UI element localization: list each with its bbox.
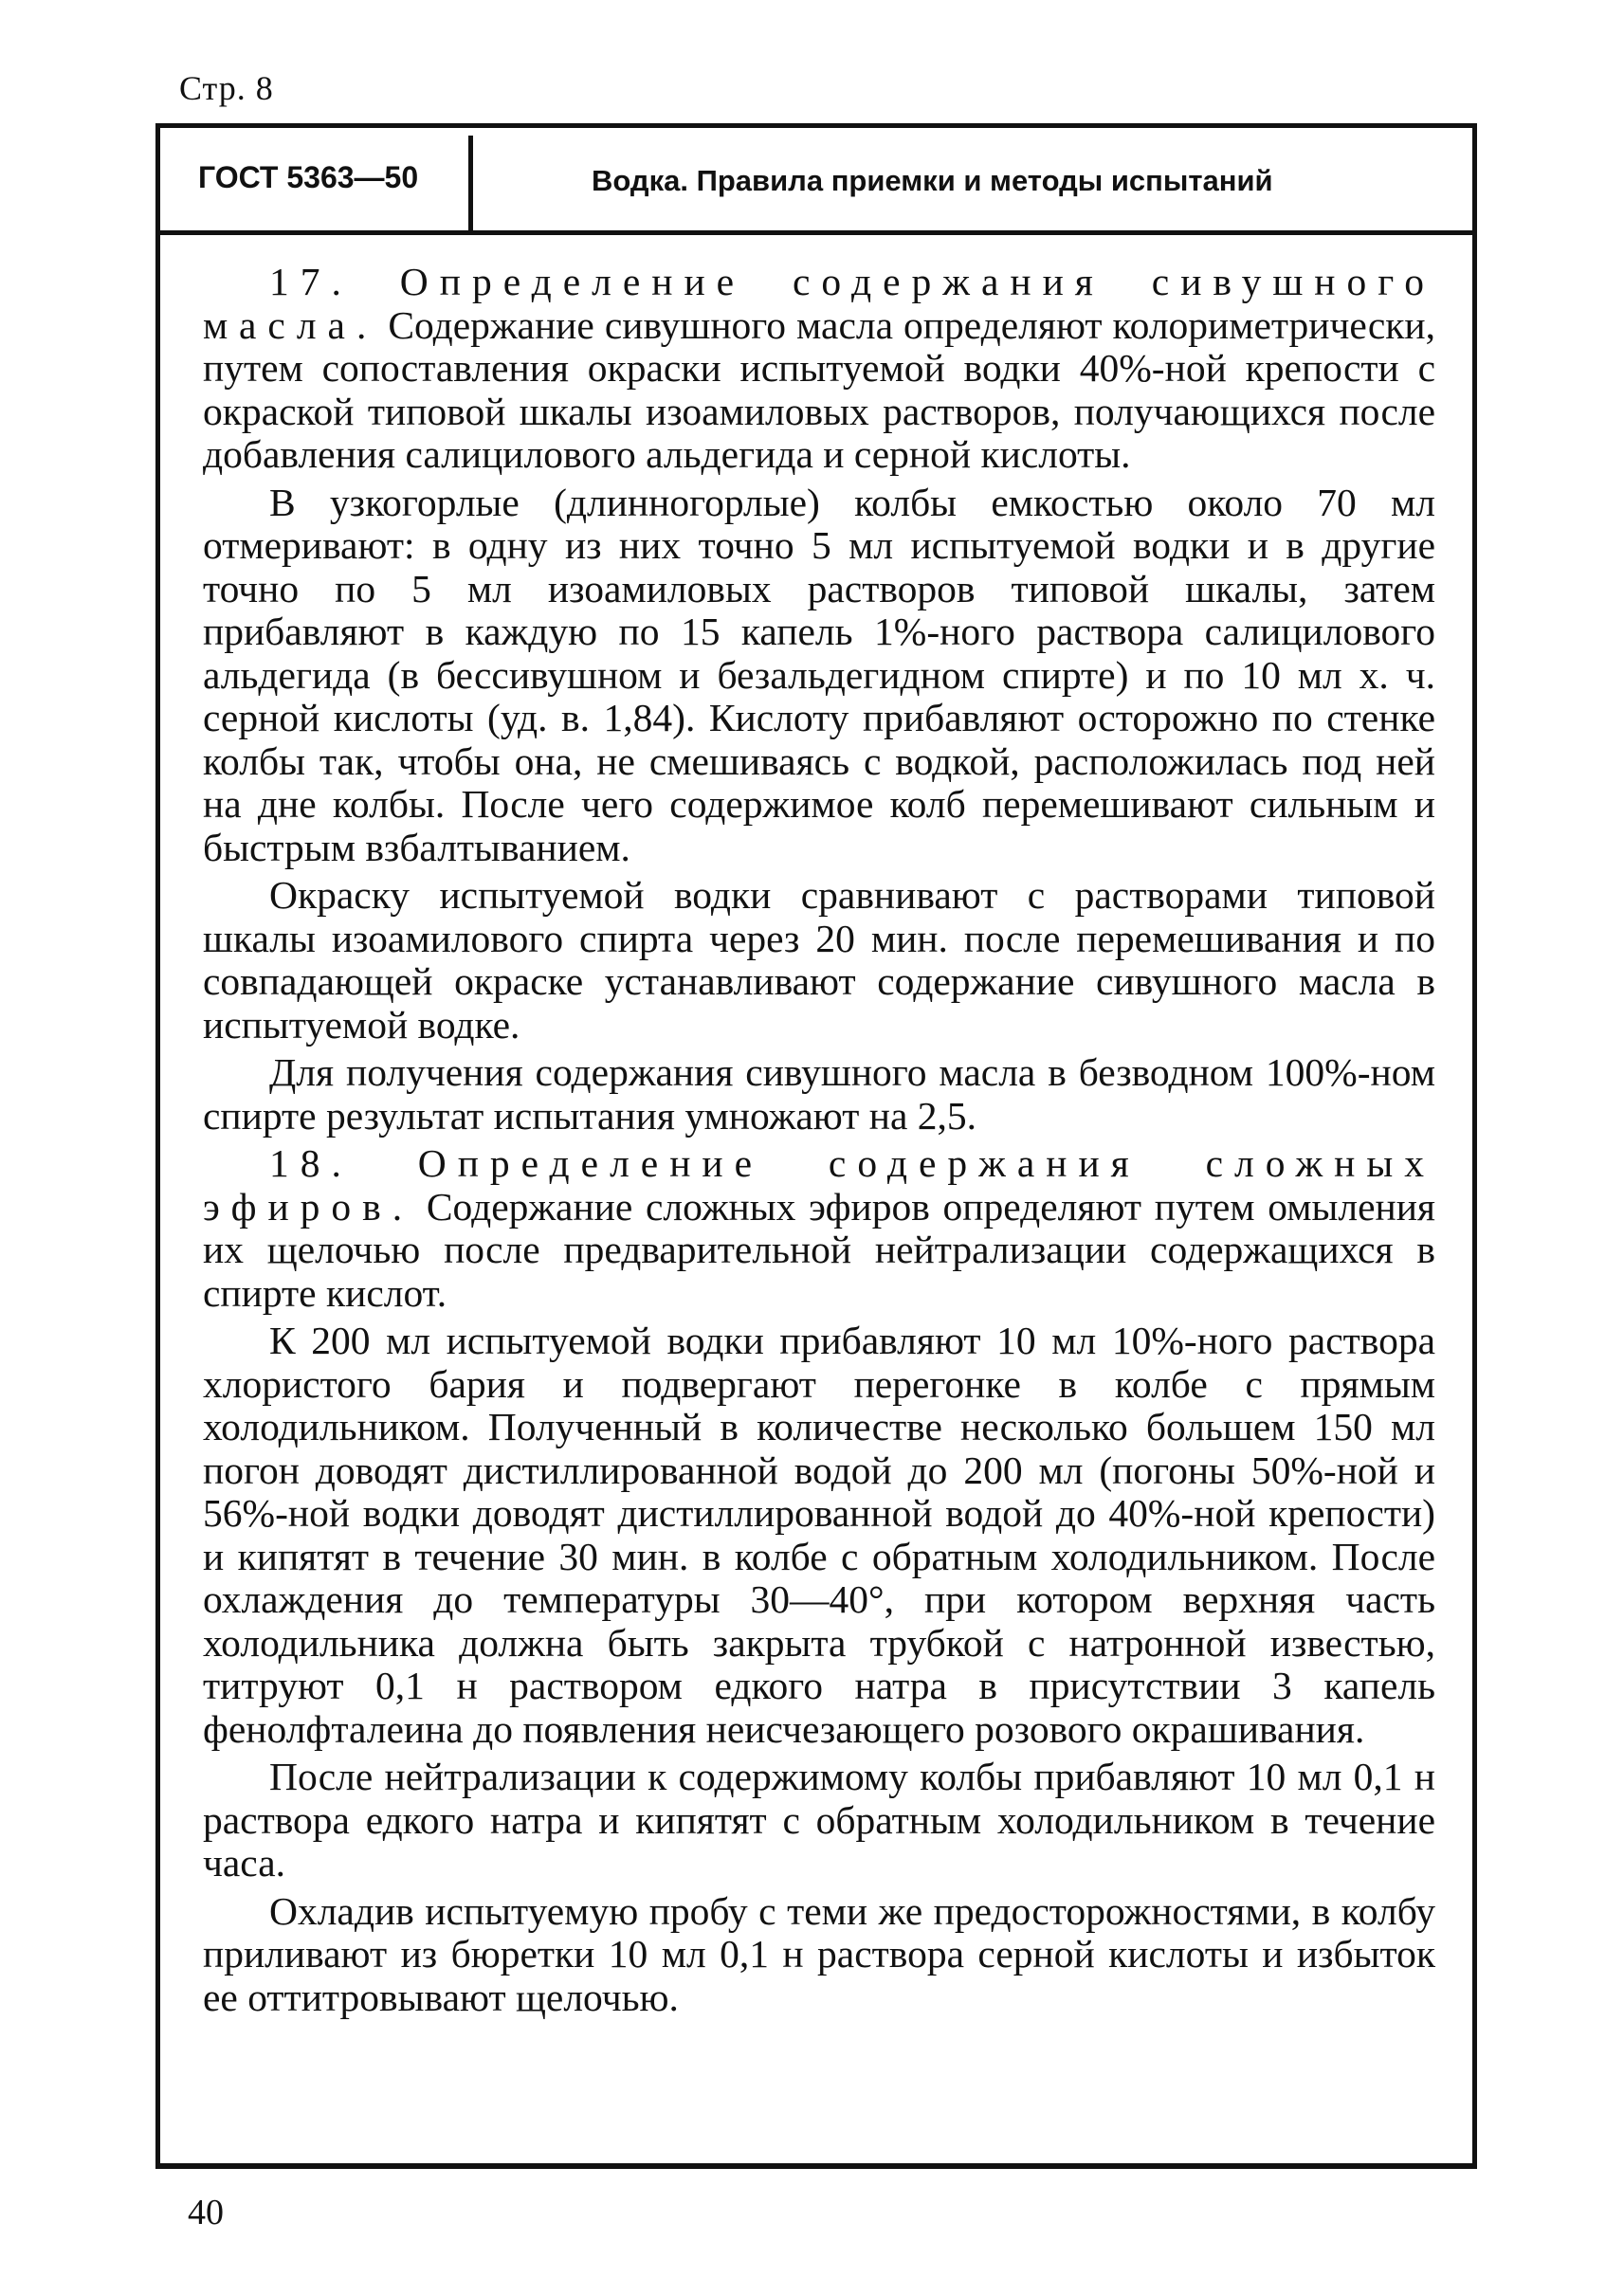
paragraph: Окраску испытуемой водки сравнивают с растворами типовой шкалы изоамилового спирта через 20 мин. после перемешивания и по совпадающей окраске устанавливают содержание сивушного масла в испытуемой водке. [203,873,1435,1047]
paragraph: После нейтрализации к содержимому колбы прибавляют 10 мл 0,1 н раствора едкого натра и кипятят с обратным холодильником в течение часа. [203,1755,1435,1885]
standard-number: ГОСТ 5363—50 [198,160,419,194]
paragraph-text: Содержание сложных эфиров определяют путем омыления их щелочью после предварительной нейтрализации содержащихся в спирте кислот. [203,1184,1435,1315]
page-number: 40 [188,2193,224,2232]
paragraph: К 200 мл испытуемой водки прибавляют 10 мл 10%-ного раствора хлористого бария и подвергают перегонке в колбе с прямым холодильником. Полученный в количестве несколько большем 150 мл погон доводят дистиллированной водой до 200 мл (погоны 50%-ной и 56%-ной водки доводят дистиллированной водой до 40%-ной крепости) и кипятят в течение 30 мин. в колбе с обратным холодильником. После охлаждения до температуры 30—40°, при котором верхняя часть холодильника должна быть закрыта трубкой с натронной известью, титруют 0,1 н раствором едкого натра в присутствии 3 капель фенолфталеина до появления неисчезающего розового окрашивания. [203,1319,1435,1751]
page-label: Стр. 8 [179,69,274,107]
paragraph-text: Содержание сивушного масла определяют колориметрически, путем сопоставления окраски испытуемой водки 40%-ной крепости с окраской типовой шкалы изоамиловых растворов, получающихся после добавления салицилового альдегида и серной кислоты. [203,302,1436,476]
paragraph: Охладив испытуемую пробу с теми же предосторожностями, в колбу приливают из бюретки 10 мл 0,1 н раствора серной кислоты и избыток ее оттитровывают щелочью. [203,1888,1435,2019]
paragraph: В узкогорлые (длинногорлые) колбы емкостью около 70 мл отмеривают: в одну из них точно 5 мл испытуемой водки и в другие точно по 5 мл изоамиловых растворов типовой шкалы, затем прибавляют в каждую по 15 капель 1%-ного раствора салицилового альдегида (в бессивушном и безальдегидном спирте) и по 10 мл х. ч. серной кислоты (уд. в. 1,84). Кислоту прибавляют осторожно по стенке колбы так, чтобы она, не смешиваясь с водкой, расположилась под ней на дне колбы. После чего содержимое колб перемешивают сильным и быстрым взбалтыванием. [203,480,1435,869]
page-frame [155,123,1477,2169]
body-text [203,261,1435,2024]
section-heading: 18. Определение содержания сложных эфиров. [203,1141,1435,1229]
paragraph [203,261,1435,477]
paragraph: Для получения содержания сивушного масла в безводном 100%-ном спирте результат испытания умножают на 2,5. [203,1050,1435,1138]
paragraph [203,1142,1435,1315]
document-header [160,128,1472,235]
header-divider [468,136,473,234]
document-title: Водка. Правила приемки и методы испытаний [592,164,1273,197]
section-heading: 17. Определение содержания сивушного масла. [203,260,1435,347]
